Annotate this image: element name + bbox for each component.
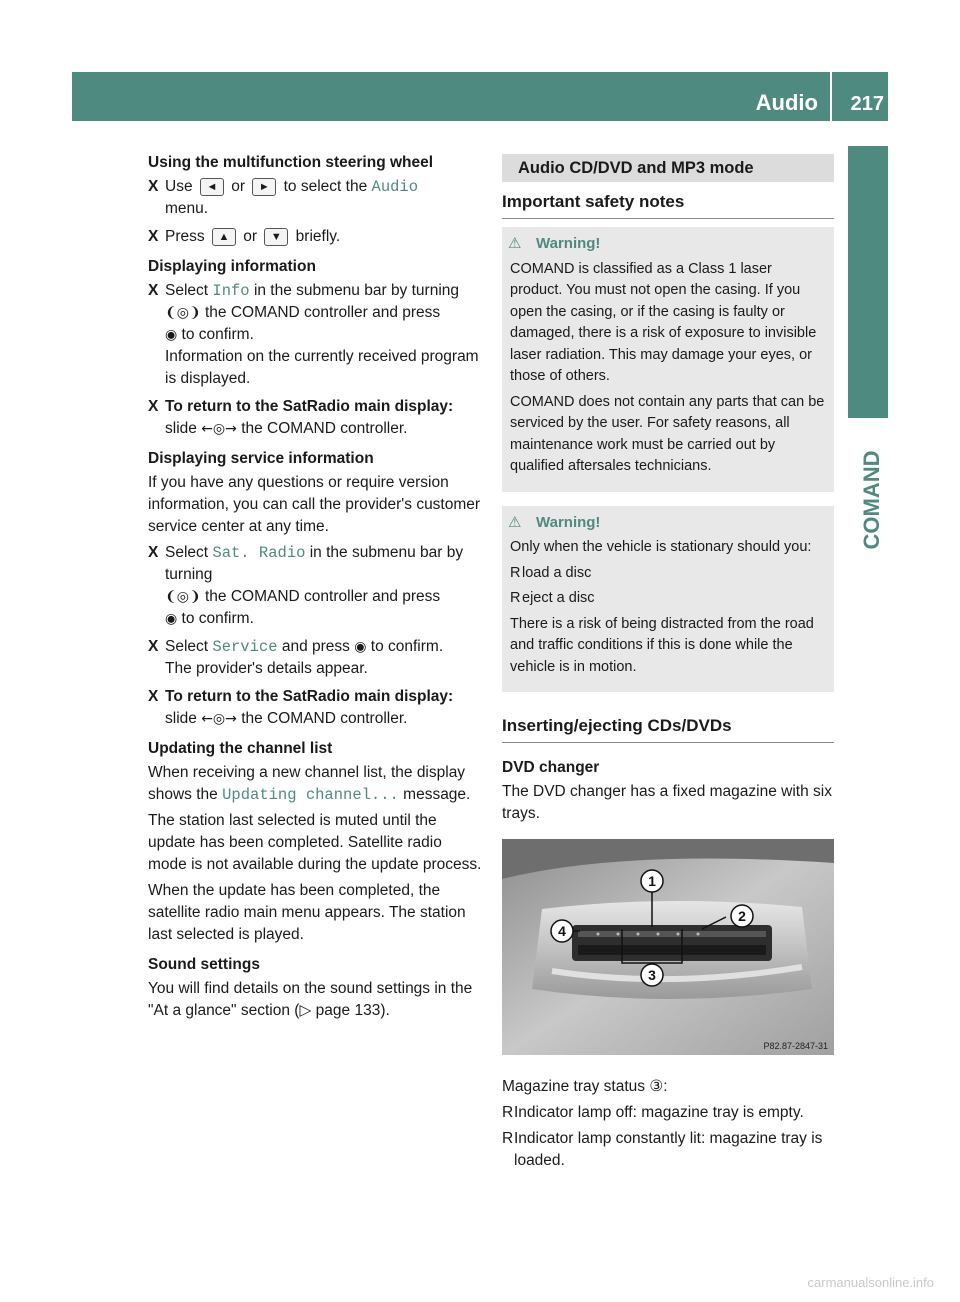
step-arrow-icon: X: [148, 282, 159, 299]
paragraph-updating-2: The station last selected is muted until the update has been completed. Satellite radio mode is not available during the update process.: [148, 812, 482, 873]
turn-controller-icon: ❨◎❩: [165, 589, 201, 605]
heading-steering-wheel: Using the multifunction steering wheel: [148, 154, 434, 171]
heading-safety-notes: Important safety notes: [502, 190, 834, 219]
section-title: Audio CD/DVD and MP3 mode: [502, 154, 834, 182]
step-return-main: X To return to the SatRadio main display: slide ←◎→ the COMAND controller.: [148, 398, 454, 437]
step-select-satradio: X Select Sat. Radio in the submenu bar by turning ❨◎❩ the COMAND controller and press ◉ to confirm.: [148, 544, 464, 627]
down-key-icon: ▼: [264, 228, 288, 246]
paragraph-tray-status: Magazine tray status ③:: [502, 1078, 668, 1095]
step-select-service: X Select Service and press ◉ to confirm. The provider's details appear.: [148, 638, 444, 677]
callout-1: [641, 870, 663, 892]
step-select-info: X Select Info in the submenu bar by turning ❨◎❩ the COMAND controller and press ◉ to confirm. Information on the currently received program is displayed.: [148, 282, 479, 387]
footer-watermark: carmanualsonline.info: [807, 1275, 934, 1290]
callout-3: [641, 964, 663, 986]
svg-text:3: 3: [648, 967, 656, 983]
step-arrow-icon: X: [148, 688, 159, 705]
list-item: R load a disc: [510, 564, 592, 581]
callout-2: [731, 905, 753, 927]
warning-triangle-icon: ⚠: [508, 235, 522, 252]
list-item: R Indicator lamp off: magazine tray is empty.: [502, 1104, 804, 1121]
callout-4: [551, 920, 573, 942]
dvd-changer-photo: [502, 839, 834, 1055]
heading-updating-channel: Updating the channel list: [148, 740, 333, 757]
step-arrow-icon: X: [148, 638, 159, 655]
left-column: [148, 152, 482, 1026]
step-arrow-icon: X: [148, 178, 159, 195]
paragraph-service: If you have any questions or require version information, you can call the provider's customer service center at any time.: [148, 474, 481, 535]
menu-audio: Audio: [371, 178, 419, 196]
heading-sound-settings: Sound settings: [148, 956, 260, 973]
step-select-audio: X Use ◄ or ► to select the Audio menu.: [148, 178, 419, 217]
header-title: Audio: [755, 90, 818, 115]
up-key-icon: ▲: [212, 228, 236, 246]
svg-text:1: 1: [648, 873, 656, 889]
heading-service-information: Displaying service information: [148, 450, 374, 467]
turn-controller-icon: ❨◎❩: [165, 305, 201, 321]
header-bar: [72, 72, 888, 121]
step-arrow-icon: X: [148, 398, 159, 415]
press-controller-icon: ◉: [165, 611, 178, 627]
slide-controller-icon: ←◎→: [201, 711, 237, 727]
header-separator: [830, 72, 832, 121]
paragraph-updating-3: When the update has been completed, the satellite radio main menu appears. The station last selected is played.: [148, 882, 466, 943]
list-item: R eject a disc: [510, 590, 595, 606]
step-arrow-icon: X: [148, 544, 159, 561]
side-tab: [848, 146, 888, 418]
list-item: R Indicator lamp constantly lit: magazine tray is loaded.: [502, 1130, 823, 1169]
page-number: 217: [850, 93, 884, 115]
warning-box-stationary: ⚠ Warning! Only when the vehicle is stationary should you: R load a disc R eject a disc There is a risk of being distracted from the road and traffic conditions if this is done while the vehicle is in motion.: [502, 506, 834, 693]
slide-controller-icon: ←◎→: [201, 421, 237, 437]
press-controller-icon: ◉: [354, 639, 367, 655]
svg-text:4: 4: [558, 923, 566, 939]
warning-box-laser: ⚠ Warning! COMAND is classified as a Class 1 laser product. You must not open the casing. If you open the casing, or if the casing is faulty or damaged, there is a risk of exposure to invisible laser radiation. This may damage your eyes, or those of others. COMAND does not contain any parts that can be serviced by the user. For safety reasons, all maintenance work must be carried out by qualified aftersales technicians.: [502, 227, 834, 492]
step-return-main-2: X To return to the SatRadio main display: slide ←◎→ the COMAND controller.: [148, 688, 454, 727]
paragraph-sound: You will find details on the sound settings in the "At a glance" section (▷ page 133).: [148, 980, 473, 1019]
step-press-briefly: X Press ▲ or ▼ briefly.: [148, 226, 482, 248]
left-key-icon: ◄: [200, 178, 224, 196]
paragraph-updating-1: When receiving a new channel list, the display shows the Updating channel... message.: [148, 764, 471, 804]
right-key-icon: ►: [252, 178, 276, 196]
press-controller-icon: ◉: [165, 327, 178, 343]
step-arrow-icon: X: [148, 228, 159, 245]
side-tab-label: COMAND: [859, 450, 884, 550]
heading-displaying-information: Displaying information: [148, 258, 316, 275]
photo-code: P82.87-2847-31: [763, 1041, 828, 1051]
heading-inserting-ejecting: Inserting/ejecting CDs/DVDs: [502, 714, 834, 743]
heading-dvd-changer: DVD changer: [502, 759, 600, 776]
warning-triangle-icon: ⚠: [508, 513, 522, 531]
right-column: [502, 154, 834, 1176]
svg-text:2: 2: [738, 908, 746, 924]
paragraph-dvd: The DVD changer has a fixed magazine with six trays.: [502, 783, 832, 822]
